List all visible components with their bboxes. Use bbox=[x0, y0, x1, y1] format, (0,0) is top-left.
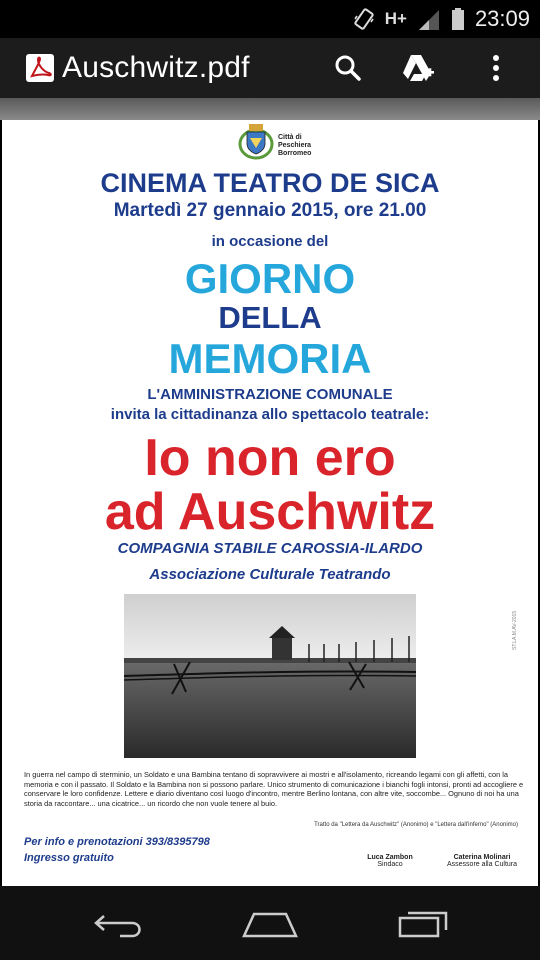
event-description: In guerra nel campo di sterminio, un Soldato e una Bambina tentano di sopravvivere ai mostri e all'isolamento, ricreando legami con gli affetti, con la memoria e con il passato. Il Soldato e la Bambina non si possono parlare. Unico strumento di comunicazione i bianchi fogli intonsi, pronti ad accogliere e conservare le loro confidenze. Lettere e diario diventano così luogo d'incontro, mentre Berlino lontana, con altre vite, soccombe... Ognuno di noi ha una storia da raccontare... una cicatrice... un ricordo che non vuole tenere al buio. bbox=[24, 770, 524, 808]
app-bar bbox=[0, 38, 540, 98]
navigation-bar bbox=[0, 886, 540, 960]
recents-button[interactable] bbox=[394, 906, 454, 940]
show-title-line2: ad Auschwitz bbox=[104, 483, 436, 541]
toolbar-shadow bbox=[0, 98, 540, 120]
invitation-line: invita la cittadinanza allo spettacolo teatrale: bbox=[110, 406, 430, 423]
entry-line: Ingresso gratuito bbox=[24, 852, 114, 864]
document-title: Auschwitz.pdf bbox=[62, 51, 250, 84]
print-code: ST.LA.M.AV-2015 bbox=[512, 610, 518, 650]
signature-mayor: Luca Zambon Sindaco bbox=[367, 854, 413, 868]
pdf-page[interactable] bbox=[2, 120, 538, 886]
signature-councillor: Caterina Molinari Assessore alla Cultura bbox=[446, 854, 518, 868]
admin-line: L'AMMINISTRAZIONE COMUNALE bbox=[147, 386, 393, 403]
back-icon bbox=[90, 906, 150, 940]
auschwitz-photo bbox=[124, 594, 416, 758]
company-name: COMPAGNIA STABILE CAROSSIA-ILARDO bbox=[117, 540, 423, 557]
giorno-heading: GIORNO bbox=[184, 255, 356, 302]
memoria-heading: MEMORIA bbox=[168, 335, 372, 382]
overflow-menu-button[interactable] bbox=[478, 50, 514, 86]
search-icon bbox=[334, 54, 362, 82]
show-title-line1: Io non ero bbox=[144, 429, 396, 487]
overflow-menu-icon bbox=[491, 53, 501, 83]
signal-icon bbox=[417, 8, 441, 30]
search-button[interactable] bbox=[330, 50, 366, 86]
vibrate-icon bbox=[353, 7, 375, 31]
back-button[interactable] bbox=[90, 906, 150, 940]
clock: 23:09 bbox=[474, 6, 530, 31]
venue-heading: CINEMA TEATRO DE SICA bbox=[100, 168, 440, 198]
city-name: Città di Peschiera Borromeo bbox=[278, 134, 312, 157]
city-crest-icon bbox=[238, 120, 274, 160]
recents-icon bbox=[394, 906, 454, 940]
pdf-icon bbox=[26, 54, 54, 82]
info-line: Per info e prenotazioni 393/8395798 bbox=[24, 836, 210, 848]
della-heading: DELLA bbox=[218, 300, 322, 335]
occasion-text: in occasione del bbox=[211, 233, 329, 250]
status-bar bbox=[0, 0, 540, 38]
event-datetime: Martedì 27 gennaio 2015, ore 21.00 bbox=[113, 200, 427, 221]
network-type: H+ bbox=[384, 9, 407, 28]
source-credit: Tratto da "Lettera da Auschwitz" (Anonimo) e "Lettera dall'inferno" (Anonimo) bbox=[314, 822, 518, 828]
association-name: Associazione Culturale Teatrando bbox=[149, 566, 391, 583]
home-button[interactable] bbox=[240, 906, 300, 940]
drive-add-icon bbox=[401, 53, 435, 83]
home-icon bbox=[240, 906, 300, 940]
battery-icon bbox=[451, 7, 465, 31]
add-to-drive-button[interactable] bbox=[400, 50, 436, 86]
